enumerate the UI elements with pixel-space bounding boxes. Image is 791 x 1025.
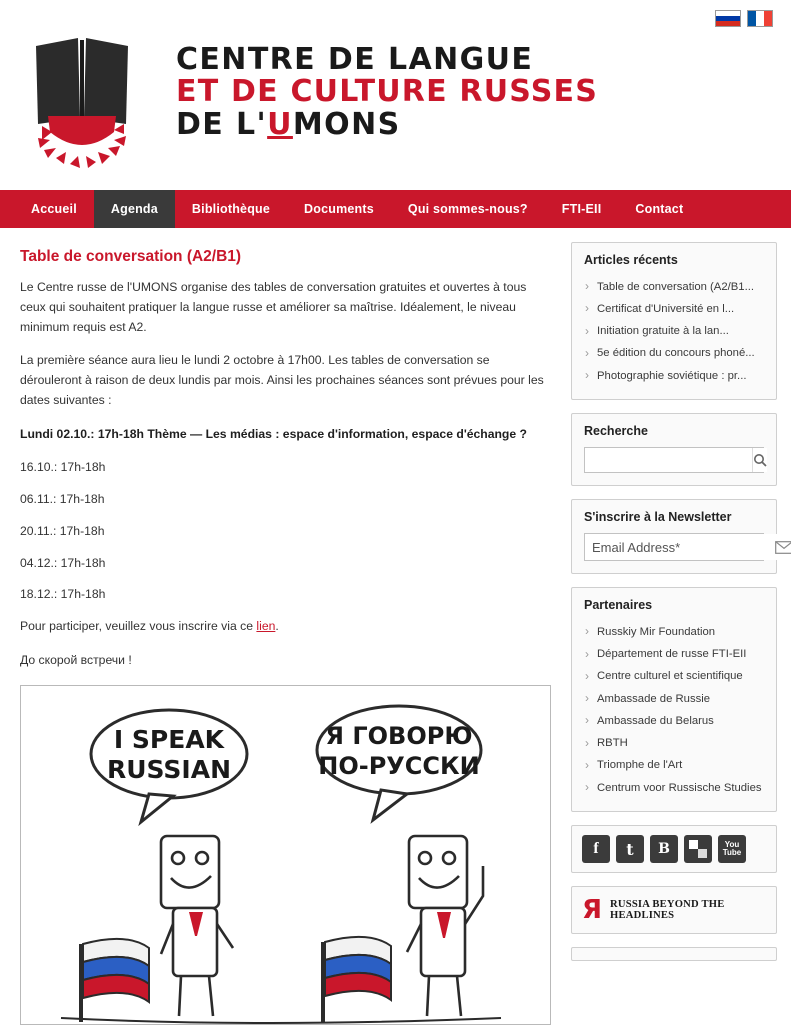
nav-item-accueil[interactable]: Accueil xyxy=(31,202,77,216)
search-row xyxy=(584,447,764,473)
list-item[interactable]: › Initiation gratuite à la lan... xyxy=(584,321,764,343)
site-title-line3 xyxy=(176,106,598,142)
site-title-line2: ET DE CULTURE RUSSES xyxy=(176,74,599,110)
delicious-icon[interactable] xyxy=(684,835,712,863)
registration-text-post: . xyxy=(275,619,279,634)
site-title-line3-u: U xyxy=(267,106,293,142)
russian-flag-icon[interactable] xyxy=(715,10,741,27)
site-title-line3-pre: DE L' xyxy=(176,106,268,142)
secondary-banner[interactable] xyxy=(571,947,777,961)
widget-search xyxy=(571,413,777,486)
list-item[interactable]: › Ambassade de Russie xyxy=(584,688,764,710)
list-item[interactable]: › Ambassade du Belarus xyxy=(584,710,764,732)
recent-posts-list xyxy=(584,276,764,387)
social-links xyxy=(571,825,777,873)
list-item[interactable]: › 5e édition du concours phoné... xyxy=(584,343,764,365)
comic-svg xyxy=(21,686,550,1024)
list-item[interactable]: › RBTH xyxy=(584,733,764,755)
search-title: Recherche xyxy=(584,424,648,439)
newsletter-email-field[interactable] xyxy=(585,534,775,560)
main-content xyxy=(12,242,557,1025)
session-date-5: 18.12.: 17h-18h xyxy=(20,587,106,602)
registration-line xyxy=(20,617,551,637)
widget-newsletter xyxy=(571,499,777,574)
youtube-label-tube: Tube xyxy=(722,848,742,858)
search-input[interactable] xyxy=(585,448,752,472)
bubble-left-line1: I SPEAK xyxy=(113,724,225,754)
nav-item-bibliotheque[interactable]: Bibliothèque xyxy=(191,202,271,216)
envelope-icon[interactable] xyxy=(775,534,791,560)
post-theme-line: Lundi 02.10.: 17h-18h Thème — Les médias : espace d'information, espace d'échange ? xyxy=(20,426,527,441)
partners-list xyxy=(584,621,764,799)
widget-recent-posts xyxy=(571,242,777,400)
session-date-2: 06.11.: 17h-18h xyxy=(20,492,105,507)
nav-item-qui-sommes-nous[interactable]: Qui sommes-nous? xyxy=(407,202,528,216)
session-date-1: 16.10.: 17h-18h xyxy=(20,460,106,475)
youtube-label-you: You xyxy=(724,839,740,849)
sidebar xyxy=(571,242,777,961)
session-date-3: 20.11.: 17h-18h xyxy=(20,523,105,538)
nav-item-contact[interactable]: Contact xyxy=(635,202,684,216)
page-title: Table de conversation (A2/B1) xyxy=(20,248,242,265)
site-title-line3-post: MONS xyxy=(292,106,401,142)
facebook-icon[interactable]: f xyxy=(582,835,610,863)
registration-text-pre: Pour participer, veuillez vous inscrire via ce xyxy=(20,619,257,634)
main-navigation xyxy=(0,190,791,228)
site-title-line1: CENTRE DE LANGUE xyxy=(176,42,534,77)
french-flag-icon[interactable] xyxy=(747,10,773,27)
list-item[interactable]: › Table de conversation (A2/B1... xyxy=(584,276,764,298)
session-date-4: 04.12.: 17h-18h xyxy=(20,555,106,570)
envelope-glyph xyxy=(775,541,791,554)
bubble-right-line2: ПО-РУССКИ xyxy=(318,751,480,780)
nav-item-documents[interactable]: Documents xyxy=(304,202,374,216)
nav-item-fti-eii[interactable]: FTI-EII xyxy=(561,202,602,216)
rbth-banner-text: RUSSIA BEYOND THE HEADLINES xyxy=(610,899,725,922)
list-item[interactable]: › Certificat d'Université en l... xyxy=(584,298,764,320)
registration-link[interactable]: lien xyxy=(256,619,276,634)
list-item[interactable]: › Centrum voor Russische Studies xyxy=(584,777,764,799)
post-paragraph-1: Le Centre russe de l'UMONS organise des tables de conversation gratuites et ouvertes à tous ceux qui souhaitent pratiquer la langue russe et améliorer sa maîtrise. Idéalement, le niveau minimum requis est A2. xyxy=(20,280,527,334)
bubble-left-line2: RUSSIAN xyxy=(106,754,232,784)
newsletter-row xyxy=(584,533,764,561)
partners-title: Partenaires xyxy=(584,598,653,613)
list-item[interactable]: › Photographie soviétique : pr... xyxy=(584,365,764,387)
list-item[interactable]: › Triomphe de l'Art xyxy=(584,755,764,777)
post-paragraph-2: La première séance aura lieu le lundi 2 octobre à 17h00. Les tables de conversation se dérouleront à raison de deux lundis par mois. Ainsi les prochaines séances sont prévues pour les dates suivantes : xyxy=(20,353,544,407)
recent-posts-title: Articles récents xyxy=(584,253,678,267)
rbth-banner[interactable] xyxy=(571,886,777,934)
rbth-logo-icon: Я xyxy=(582,895,603,926)
page-body xyxy=(0,228,791,1025)
open-book-logo-icon xyxy=(28,28,138,168)
delicious-glyph xyxy=(689,840,707,858)
nav-item-agenda[interactable]: Agenda xyxy=(94,190,175,228)
list-item[interactable]: › Département de russe FTI-EII xyxy=(584,644,764,666)
language-switcher xyxy=(715,10,773,27)
newsletter-title: S'inscrire à la Newsletter xyxy=(584,510,732,525)
site-header xyxy=(0,0,791,190)
site-logo[interactable] xyxy=(28,28,138,168)
comic-illustration xyxy=(20,685,551,1025)
widget-partners xyxy=(571,587,777,812)
site-title xyxy=(176,44,598,141)
search-icon[interactable] xyxy=(752,448,767,472)
closing-line: До скорой встречи ! xyxy=(20,652,132,667)
youtube-icon[interactable] xyxy=(718,835,746,863)
list-item[interactable]: › Russkiy Mir Foundation xyxy=(584,621,764,643)
twitter-icon[interactable]: t xyxy=(616,835,644,863)
vk-icon[interactable]: B xyxy=(650,835,678,863)
list-item[interactable]: › Centre culturel et scientifique xyxy=(584,666,764,688)
bubble-right-line1: Я ГОВОРЮ xyxy=(325,721,473,750)
search-glyph xyxy=(753,453,767,467)
